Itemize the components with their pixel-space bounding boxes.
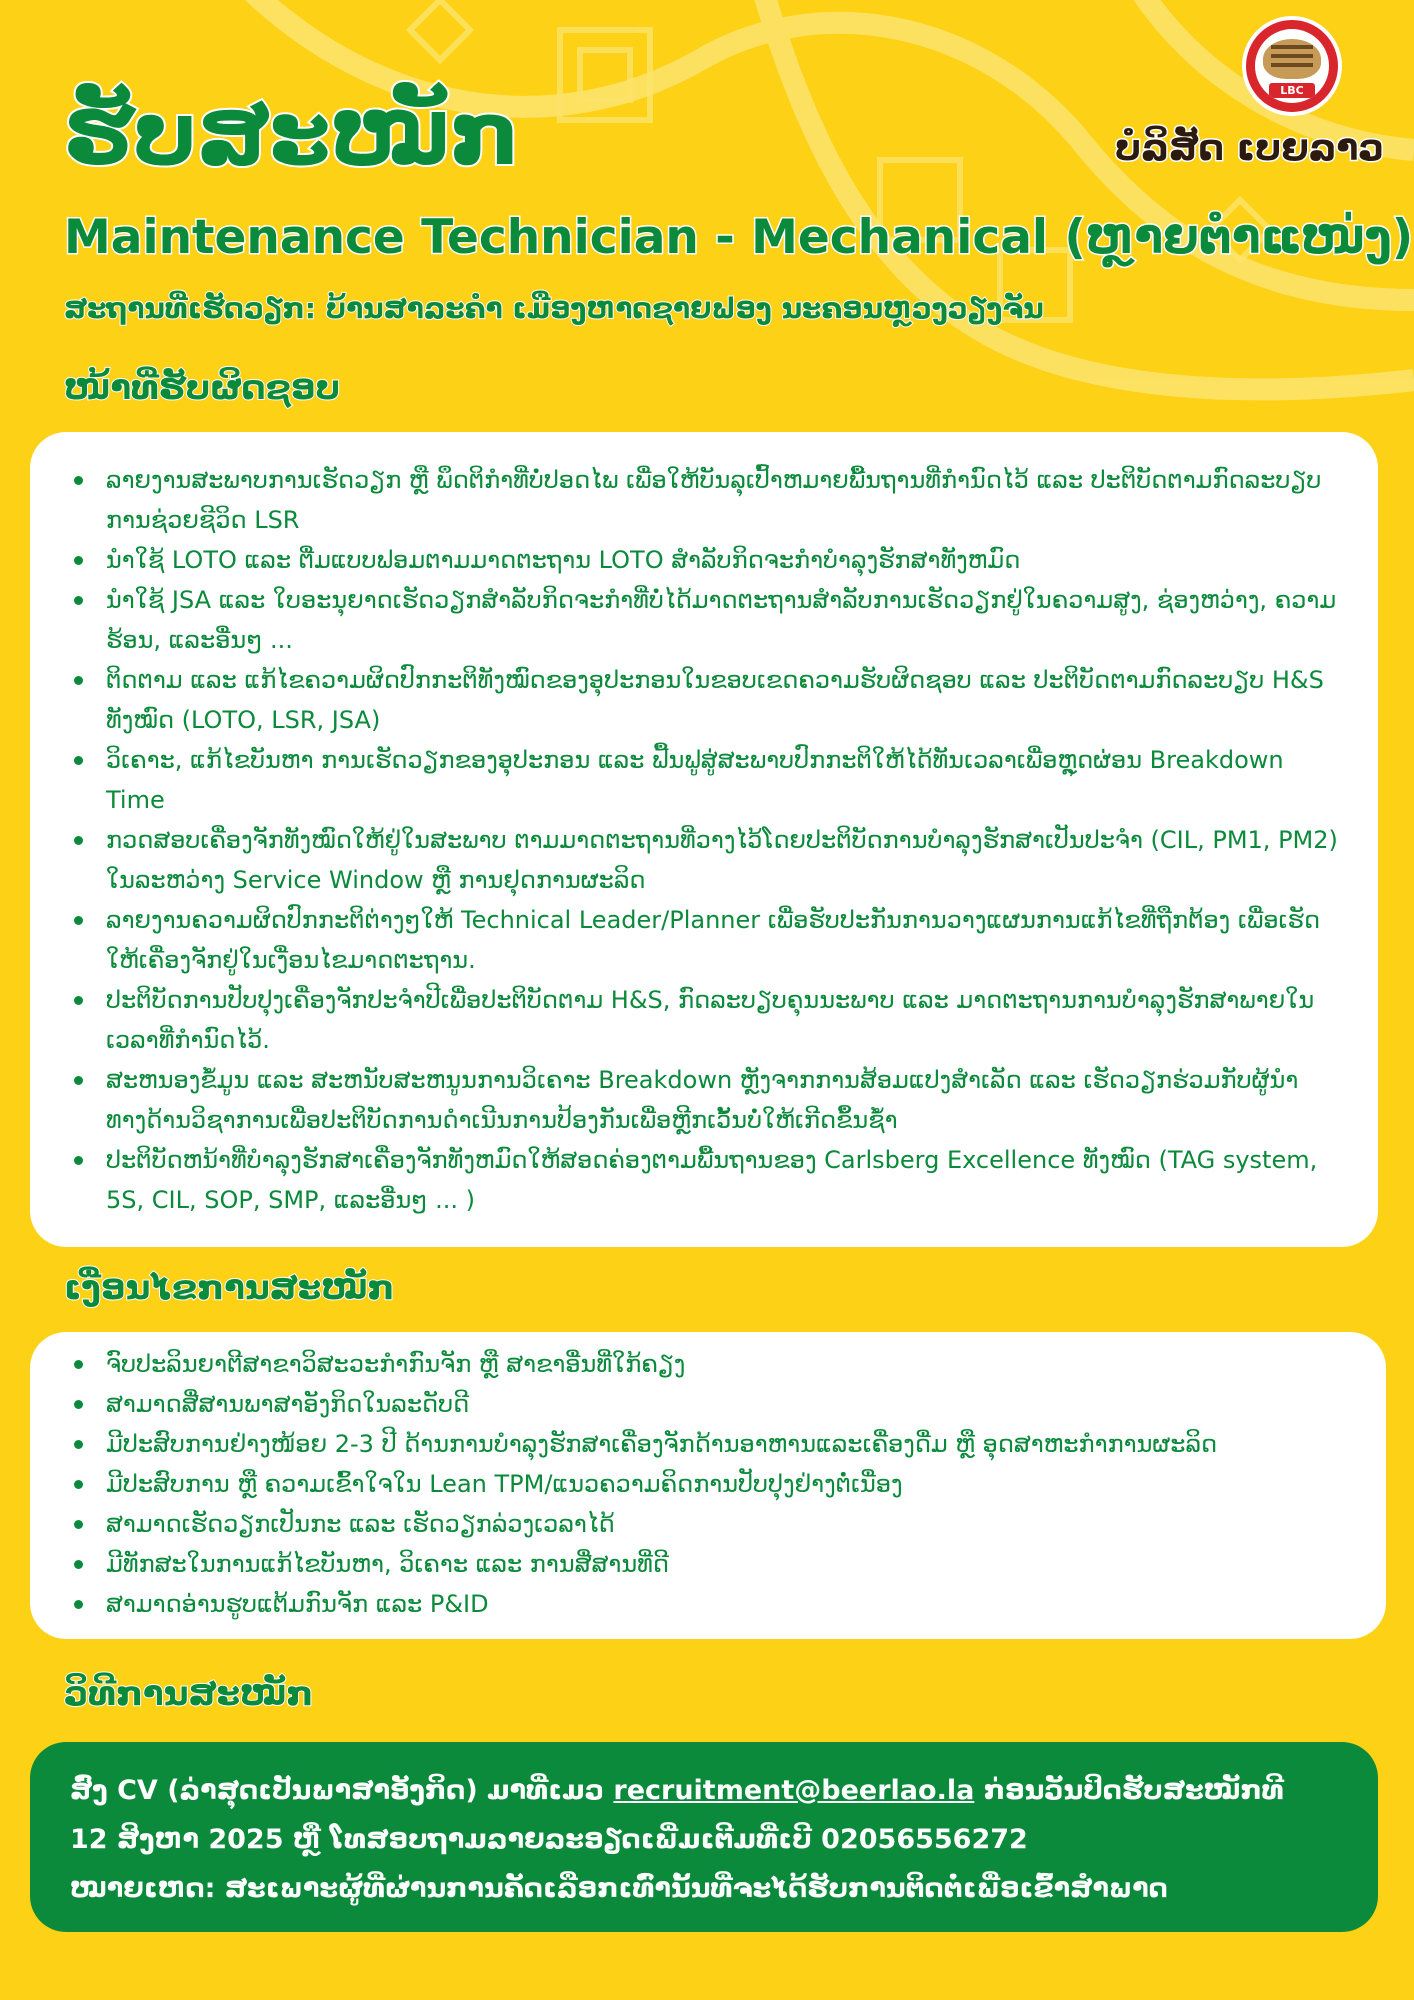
application-box <box>30 1742 1378 1932</box>
requirements-heading: ເງື່ອນໄຂການສະໝັກ <box>64 1268 395 1308</box>
application-note: ໝາຍເຫດ: ສະເພາະຜູ້ທີ່ຜ່ານການຄັດເລືອກເທົ່ານັ້ນທີ່ຈະໄດ້ຮັບການຕິດຕໍ່ເພື່ອເຂົ້າສຳພາດ <box>70 1873 1168 1904</box>
job-location: ສະຖານທີ່ເຮັດວຽກ: ບ້ານສາລະຄຳ ເມືອງຫາດຊາຍຟອງ ນະຄອນຫຼວງວຽງຈັນ <box>64 292 1044 325</box>
application-heading: ວິທີການສະໝັກ <box>64 1674 314 1714</box>
list-item: ມີປະສົບການ ຫຼື ຄວາມເຂົ້າໃຈໃນ Lean TPM/ແນວຄວາມຄິດການປັບປຸງຢ່າງຕໍ່ເນື່ອງ <box>66 1464 1346 1504</box>
tiger-logo-icon <box>1242 16 1342 116</box>
list-item: ສາມາດເຮັດວຽກເປັນກະ ແລະ ເຮັດວຽກລ່ວງເວລາໄດ້ <box>66 1504 1346 1544</box>
list-item: ຈົບປະລິນຍາຕີສາຂາວິສະວະກຳກົນຈັກ ຫຼື ສາຂາອື່ນທີ່ໃກ້ຄຽງ <box>66 1344 1346 1384</box>
company-logo <box>1084 16 1384 186</box>
responsibilities-heading: ໜ້າທີ່ຮັບຜິດຊອບ <box>64 368 341 408</box>
application-line-1 <box>70 1766 1338 1815</box>
responsibilities-list <box>66 460 1338 1220</box>
list-item: ມີທັກສະໃນການແກ້ໄຂບັນຫາ, ວິເຄາະ ແລະ ການສື່ສານທີ່ດີ <box>66 1544 1346 1584</box>
requirements-list <box>66 1344 1346 1624</box>
page-title: ຮັບສະໝັກ <box>64 82 520 185</box>
application-line-2: 12 ສິງຫາ 2025 ຫຼື ໂທສອບຖາມລາຍລະອຽດເພີ່ມເຕີມທີ່ເບີ 02056556272 <box>70 1824 1028 1855</box>
list-item: ນຳໃຊ້ JSA ແລະ ໃບອະນຸຍາດເຮັດວຽກສຳລັບກິດຈະກຳທີ່ບໍ່ໄດ້ມາດຕະຖານສຳລັບການເຮັດວຽກຢູ່ໃນຄວາມສູງ, ຊ່ອງຫວ່າງ, ຄວາມຮ້ອນ, ແລະອື່ນໆ ... <box>66 580 1338 660</box>
list-item: ສາມາດອ່ານຮູບແຕ້ມກົນຈັກ ແລະ P&ID <box>66 1584 1346 1624</box>
email-link[interactable]: recruitment@beerlao.la <box>613 1775 975 1806</box>
list-item: ລາຍງານຄວາມຜິດປົກກະຕິຕ່າງໆໃຫ້ Technical Leader/Planner ເພື່ອຮັບປະກັນການວາງແຜນການແກ້ໄຂທີ່ຖືກຕ້ອງ ເພື່ອເຮັດໃຫ້ເຄື່ອງຈັກຢູ່ໃນເງື່ອນໄຂມາດຕະຖານ. <box>66 900 1338 980</box>
list-item: ປະຕິບັດການປັບປຸງເຄື່ອງຈັກປະຈຳປີເພື່ອປະຕິບັດຕາມ H&S, ກົດລະບຽບຄຸນນະພາບ ແລະ ມາດຕະຖານການບຳລຸງຮັກສາພາຍໃນເວລາທີ່ກຳນົດໄວ້. <box>66 980 1338 1060</box>
requirements-card <box>30 1332 1386 1639</box>
job-position-title: Maintenance Technician - Mechanical (ຫຼາຍຕຳແໜ່ງ) <box>64 210 1414 265</box>
list-item: ຕິດຕາມ ແລະ ແກ້ໄຂຄວາມຜິດປົກກະຕິທັງໝົດຂອງອຸປະກອນໃນຂອບເຂດຄວາມຮັບຜິດຊອບ ແລະ ປະຕິບັດຕາມກົດລະບຽບ H&S ທັງໝົດ (LOTO, LSR, JSA) <box>66 660 1338 740</box>
list-item: ວິເຄາະ, ແກ້ໄຂບັນຫາ ການເຮັດວຽກຂອງອຸປະກອນ ແລະ ຟື້ນຟູສູ່ສະພາບປົກກະຕິໃຫ້ໄດ້ທັນເວລາເພື່ອຫຼຸດຜ່ອນ Breakdown Time <box>66 740 1338 820</box>
list-item: ສະຫນອງຂໍ້ມູນ ແລະ ສະຫນັບສະຫນູນການວິເຄາະ Breakdown ຫຼັງຈາກການສ້ອມແປງສຳເລັດ ແລະ ເຮັດວຽກຮ່ວມກັບຜູ້ນຳທາງດ້ານວິຊາການເພື່ອປະຕິບັດການດຳເນີນການປ້ອງກັນເພື່ອຫຼີກເວັ້ນບໍ່ໃຫ້ເກີດຂຶ້ນຊ້ຳ <box>66 1060 1338 1140</box>
application-text-prefix: ສົ່ງ CV (ລ່າສຸດເປັນພາສາອັງກິດ) ມາທີ່ເມວ <box>70 1775 614 1806</box>
list-item: ກວດສອບເຄື່ອງຈັກທັງໝົດໃຫ້ຢູ່ໃນສະພາບ ຕາມມາດຕະຖານທີ່ວາງໄວ້ໂດຍປະຕິບັດການບຳລຸງຮັກສາເປັນປະຈຳ (CIL, PM1, PM2) ໃນລະຫວ່າງ Service Window ຫຼື ການຢຸດການຜະລິດ <box>66 820 1338 900</box>
logo-badge-text: LBC <box>1269 83 1315 98</box>
company-name: ບໍລິສັດ ເບຍລາວ <box>1115 128 1384 169</box>
list-item: ປະຕິບັດຫນ້າທີ່ບຳລຸງຮັກສາເຄື່ອງຈັກທັງຫມົດໃຫ້ສອດຄ່ອງຕາມພື້ນຖານຂອງ Carlsberg Excellence ທັງໝົດ (TAG system, 5S, CIL, SOP, SMP, ແລະອື່ນໆ ... ) <box>66 1140 1338 1220</box>
list-item: ສາມາດສື່ສານພາສາອັງກິດໃນລະດັບດີ <box>66 1384 1346 1424</box>
list-item: ມີປະສົບການຢ່າງໜ້ອຍ 2-3 ປີ ດ້ານການບຳລຸງຮັກສາເຄື່ອງຈັກດ້ານອາຫານແລະເຄື່ອງດື່ມ ຫຼື ອຸດສາຫະກຳການຜະລິດ <box>66 1424 1346 1464</box>
application-text-suffix: ກ່ອນວັນປິດຮັບສະໝັກທີ <box>974 1775 1284 1806</box>
responsibilities-card <box>30 432 1378 1247</box>
list-item: ນຳໃຊ້ LOTO ແລະ ຕື່ມແບບຟອມຕາມມາດຕະຖານ LOTO ສຳລັບກິດຈະກຳບຳລຸງຮັກສາທັງຫມົດ <box>66 540 1338 580</box>
list-item: ລາຍງານສະພາບການເຮັດວຽກ ຫຼື ພຶດຕິກຳທີ່ບໍ່ປອດໄພ ເພື່ອໃຫ້ບັນລຸເປົ້າຫມາຍພື້ນຖານທີ່ກຳນົດໄວ້ ແລະ ປະຕິບັດຕາມກົດລະບຽບການຊ່ວຍຊີວິດ LSR <box>66 460 1338 540</box>
